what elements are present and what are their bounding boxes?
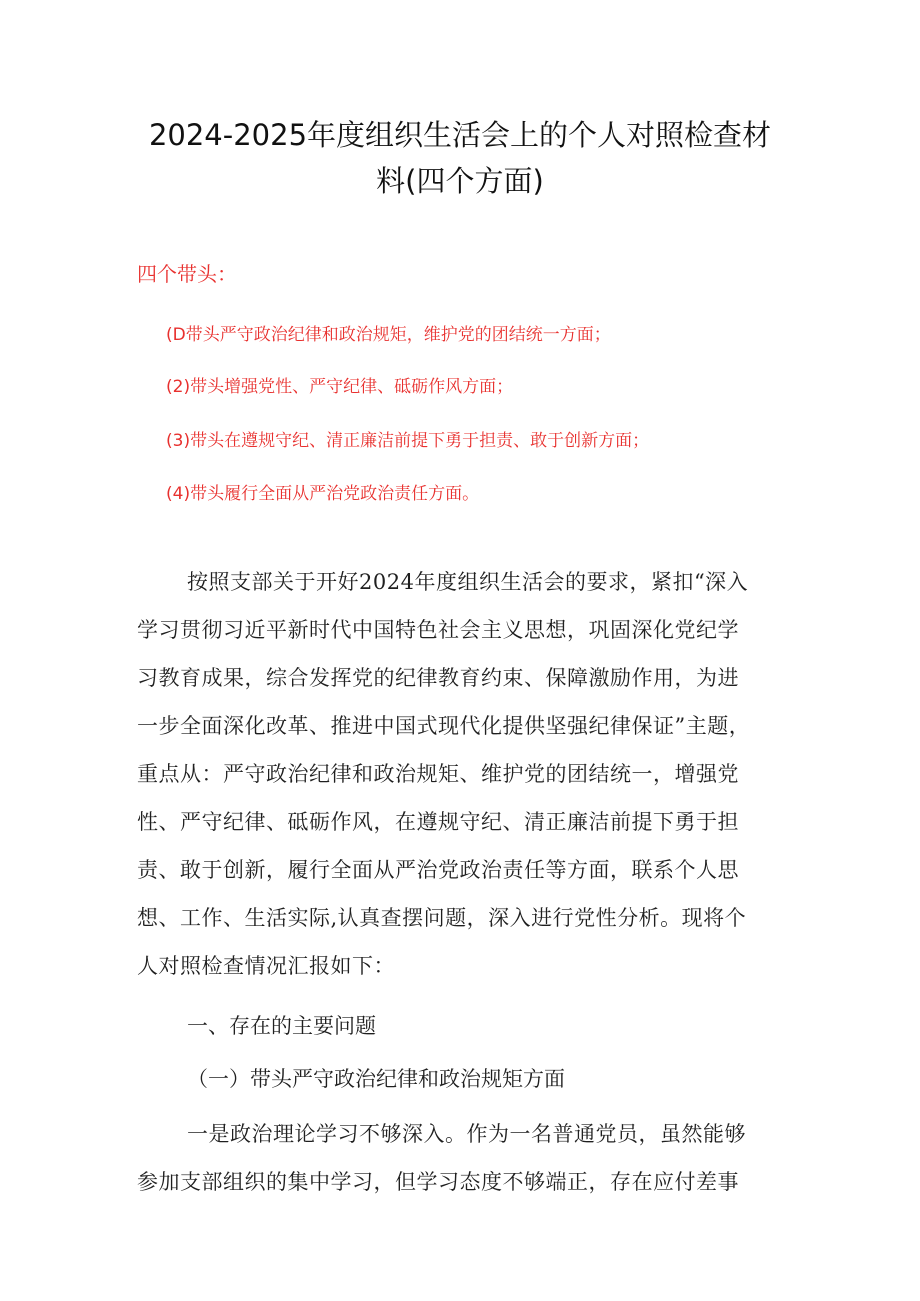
intro-line: 按照支部关于开好2024年度组织生活会的要求，紧扣“深入 bbox=[187, 570, 749, 594]
paragraph-1 bbox=[137, 1110, 797, 1206]
intro-line: 一步全面深化改革、推进中国式现代化提供坚强纪律保证”主题， bbox=[137, 714, 751, 738]
four-leads-item-1: (D带头严守政治纪律和政治规矩，维护党的团结统一方面； bbox=[166, 325, 611, 345]
intro-line: 人对照检查情况汇报如下： bbox=[137, 954, 395, 978]
title-line-1: 2024-2025年度组织生活会上的个人对照检查材 bbox=[148, 118, 772, 152]
intro-line: 学习贯彻习近平新时代中国特色社会主义思想，巩固深化党纪学 bbox=[137, 618, 739, 642]
intro-line: 责、敢于创新，履行全面从严治党政治责任等方面，联系个人思 bbox=[137, 858, 739, 882]
title-line-2: 料(四个方面) bbox=[376, 164, 544, 198]
intro-line: 想、工作、生活实际,认真查摆问题，深入进行党性分析。现将个 bbox=[137, 906, 747, 930]
paragraph-line: 参加支部组织的集中学习，但学习态度不够端正，存在应付差事 bbox=[137, 1170, 739, 1194]
four-leads-item-3: (3)带头在遵规守纪、清正廉洁前提下勇于担责、敢于创新方面； bbox=[166, 431, 650, 451]
four-leads-item-4: (4)带头履行全面从严治党政治责任方面。 bbox=[166, 484, 480, 504]
intro-paragraph bbox=[137, 558, 797, 990]
subsection-heading-1: （一）带头严守政治纪律和政治规矩方面 bbox=[187, 1067, 565, 1091]
four-leads-item-2: (2)带头增强党性、严守纪律、砥砺作风方面； bbox=[166, 377, 514, 397]
intro-line: 习教育成果，综合发挥党的纪律教育约束、保障激励作用，为进 bbox=[137, 666, 739, 690]
intro-line: 性、严守纪律、砥砺作风，在遵规守纪、清正廉洁前提下勇于担 bbox=[137, 810, 739, 834]
intro-line: 重点从：严守政治纪律和政治规矩、维护党的团结统一，增强党 bbox=[137, 762, 739, 786]
section-heading-1: 一、存在的主要问题 bbox=[187, 1014, 376, 1038]
paragraph-line: 一是政治理论学习不够深入。作为一名普通党员，虽然能够 bbox=[187, 1122, 746, 1146]
document-title bbox=[120, 112, 800, 204]
four-leads-heading: 四个带头： bbox=[137, 262, 237, 286]
